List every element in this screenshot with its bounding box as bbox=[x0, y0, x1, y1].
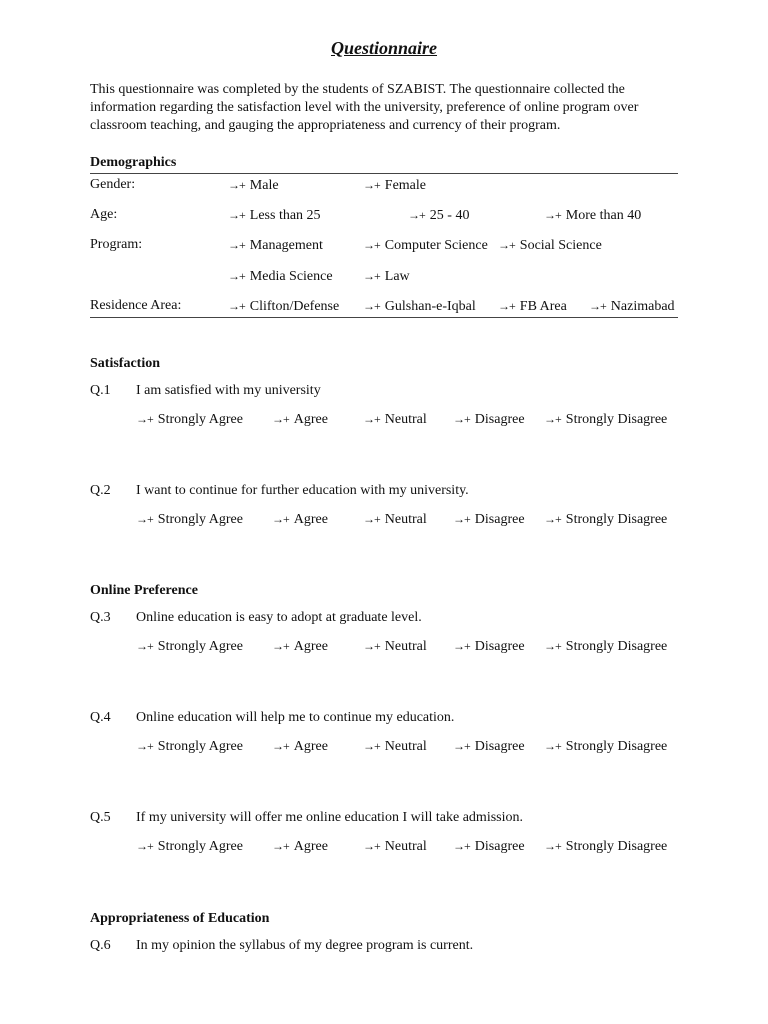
checkbox-icon: →+ bbox=[363, 412, 380, 426]
option-label: Management bbox=[249, 238, 323, 253]
option-label: Agree bbox=[293, 639, 328, 654]
checkbox-icon: →+ bbox=[544, 639, 561, 653]
option-q3-agree[interactable] bbox=[272, 638, 328, 655]
option-label: Strongly Agree bbox=[157, 639, 243, 654]
checkbox-icon: →+ bbox=[228, 208, 245, 222]
option-residence-clifton-defense[interactable] bbox=[228, 298, 339, 315]
option-label: Neutral bbox=[384, 639, 427, 654]
checkbox-icon: →+ bbox=[136, 739, 153, 753]
checkbox-icon: →+ bbox=[136, 639, 153, 653]
option-label: Disagree bbox=[474, 512, 525, 527]
option-q1-neutral[interactable] bbox=[363, 411, 427, 428]
checkbox-icon: →+ bbox=[363, 839, 380, 853]
option-label: Strongly Disagree bbox=[565, 639, 668, 654]
option-label: Nazimabad bbox=[610, 299, 675, 314]
option-q4-neutral[interactable] bbox=[363, 738, 427, 755]
option-label: Strongly Agree bbox=[157, 739, 243, 754]
checkbox-icon: →+ bbox=[363, 269, 380, 283]
checkbox-icon: →+ bbox=[544, 208, 561, 222]
question-text: Online education will help me to continue my education. bbox=[136, 710, 455, 725]
option-label: Strongly Agree bbox=[157, 512, 243, 527]
option-q4-strongly-disagree[interactable] bbox=[544, 738, 667, 755]
option-q2-disagree[interactable] bbox=[453, 511, 525, 528]
option-q2-strongly-disagree[interactable] bbox=[544, 511, 667, 528]
option-label: Agree bbox=[293, 739, 328, 754]
field-label-program: Program: bbox=[90, 237, 143, 252]
checkbox-icon: →+ bbox=[228, 238, 245, 252]
checkbox-icon: →+ bbox=[228, 178, 245, 192]
option-label: Agree bbox=[293, 512, 328, 527]
page-title: Questionnaire bbox=[330, 38, 438, 58]
option-age-25-40[interactable] bbox=[408, 207, 469, 224]
checkbox-icon: →+ bbox=[589, 299, 606, 313]
option-label: Male bbox=[249, 178, 279, 193]
option-residence-nazimabad[interactable] bbox=[589, 298, 675, 315]
option-label: 25 - 40 bbox=[429, 208, 470, 223]
checkbox-icon: →+ bbox=[363, 178, 380, 192]
question-number: Q.6 bbox=[90, 938, 111, 953]
question-number: Q.2 bbox=[90, 483, 111, 498]
option-label: Media Science bbox=[249, 269, 333, 284]
checkbox-icon: →+ bbox=[363, 639, 380, 653]
option-q1-strongly-disagree[interactable] bbox=[544, 411, 667, 428]
question-text: If my university will offer me online education I will take admission. bbox=[136, 810, 523, 825]
checkbox-icon: →+ bbox=[453, 512, 470, 526]
option-program-law[interactable] bbox=[363, 268, 410, 285]
field-label-age: Age: bbox=[90, 207, 118, 222]
option-q1-strongly-agree[interactable] bbox=[136, 411, 243, 428]
option-label: Disagree bbox=[474, 639, 525, 654]
checkbox-icon: →+ bbox=[453, 739, 470, 753]
checkbox-icon: →+ bbox=[408, 208, 425, 222]
option-label: Strongly Disagree bbox=[565, 839, 668, 854]
checkbox-icon: →+ bbox=[453, 639, 470, 653]
intro-paragraph: This questionnaire was completed by the students of SZABIST. The questionnaire collected the information regarding the satisfaction level with the university, preference of online program over classroom teaching, and gauging the appropriateness and currency of their program. bbox=[90, 82, 639, 133]
question-number: Q.1 bbox=[90, 383, 111, 398]
option-label: Clifton/Defense bbox=[249, 299, 340, 314]
checkbox-icon: →+ bbox=[272, 739, 289, 753]
option-age-less-than-25[interactable] bbox=[228, 207, 321, 224]
option-label: Neutral bbox=[384, 512, 427, 527]
option-program-computer-science[interactable] bbox=[363, 237, 488, 254]
checkbox-icon: →+ bbox=[272, 639, 289, 653]
option-label: Disagree bbox=[474, 739, 525, 754]
divider bbox=[90, 317, 678, 318]
option-age-more-than-40[interactable] bbox=[544, 207, 641, 224]
checkbox-icon: →+ bbox=[272, 412, 289, 426]
option-gender-female[interactable] bbox=[363, 177, 426, 194]
option-q3-strongly-agree[interactable] bbox=[136, 638, 243, 655]
option-q2-strongly-agree[interactable] bbox=[136, 511, 243, 528]
option-label: Strongly Disagree bbox=[565, 739, 668, 754]
option-q5-strongly-disagree[interactable] bbox=[544, 838, 667, 855]
option-q2-neutral[interactable] bbox=[363, 511, 427, 528]
checkbox-icon: →+ bbox=[453, 839, 470, 853]
option-program-media-science[interactable] bbox=[228, 268, 333, 285]
checkbox-icon: →+ bbox=[363, 512, 380, 526]
checkbox-icon: →+ bbox=[544, 412, 561, 426]
checkbox-icon: →+ bbox=[498, 238, 515, 252]
section-heading-demographics: Demographics bbox=[90, 155, 177, 170]
option-q5-disagree[interactable] bbox=[453, 838, 525, 855]
question-text: I am satisfied with my university bbox=[136, 383, 321, 398]
option-residence-gulshan-e-iqbal[interactable] bbox=[363, 298, 476, 315]
option-label: Less than 25 bbox=[249, 208, 321, 223]
option-q4-agree[interactable] bbox=[272, 738, 328, 755]
option-label: Neutral bbox=[384, 839, 427, 854]
option-label: Strongly Agree bbox=[157, 412, 243, 427]
option-label: Strongly Agree bbox=[157, 839, 243, 854]
section-heading-satisfaction: Satisfaction bbox=[90, 356, 160, 371]
option-label: Computer Science bbox=[384, 238, 488, 253]
checkbox-icon: →+ bbox=[453, 412, 470, 426]
field-label-gender: Gender: bbox=[90, 177, 136, 192]
option-label: Agree bbox=[293, 839, 328, 854]
question-number: Q.3 bbox=[90, 610, 111, 625]
option-program-social-science[interactable] bbox=[498, 237, 602, 254]
option-label: Neutral bbox=[384, 739, 427, 754]
option-label: Disagree bbox=[474, 412, 525, 427]
question-text: Online education is easy to adopt at graduate level. bbox=[136, 610, 422, 625]
question-text: I want to continue for further education with my university. bbox=[136, 483, 469, 498]
option-q5-neutral[interactable] bbox=[363, 838, 427, 855]
checkbox-icon: →+ bbox=[228, 299, 245, 313]
option-label: FB Area bbox=[519, 299, 567, 314]
option-label: Disagree bbox=[474, 839, 525, 854]
section-heading-online-preference: Online Preference bbox=[90, 583, 198, 598]
checkbox-icon: →+ bbox=[363, 299, 380, 313]
option-label: Female bbox=[384, 178, 426, 193]
checkbox-icon: →+ bbox=[228, 269, 245, 283]
option-residence-fb-area[interactable] bbox=[498, 298, 567, 315]
checkbox-icon: →+ bbox=[363, 238, 380, 252]
option-q1-agree[interactable] bbox=[272, 411, 328, 428]
option-program-management[interactable] bbox=[228, 237, 323, 254]
option-label: Gulshan-e-Iqbal bbox=[384, 299, 476, 314]
option-q3-disagree[interactable] bbox=[453, 638, 525, 655]
checkbox-icon: →+ bbox=[136, 512, 153, 526]
option-gender-male[interactable] bbox=[228, 177, 279, 194]
option-q1-disagree[interactable] bbox=[453, 411, 525, 428]
option-q5-strongly-agree[interactable] bbox=[136, 838, 243, 855]
question-number: Q.4 bbox=[90, 710, 111, 725]
option-label: More than 40 bbox=[565, 208, 642, 223]
option-q3-neutral[interactable] bbox=[363, 638, 427, 655]
divider bbox=[90, 173, 678, 174]
checkbox-icon: →+ bbox=[136, 412, 153, 426]
checkbox-icon: →+ bbox=[544, 512, 561, 526]
option-q2-agree[interactable] bbox=[272, 511, 328, 528]
checkbox-icon: →+ bbox=[363, 739, 380, 753]
option-label: Agree bbox=[293, 412, 328, 427]
section-heading-appropriateness: Appropriateness of Education bbox=[90, 911, 270, 926]
checkbox-icon: →+ bbox=[498, 299, 515, 313]
field-label-residence: Residence Area: bbox=[90, 298, 182, 313]
option-q4-disagree[interactable] bbox=[453, 738, 525, 755]
option-label: Strongly Disagree bbox=[565, 512, 668, 527]
question-number: Q.5 bbox=[90, 810, 111, 825]
option-label: Neutral bbox=[384, 412, 427, 427]
checkbox-icon: →+ bbox=[272, 512, 289, 526]
option-label: Social Science bbox=[519, 238, 602, 253]
option-q5-agree[interactable] bbox=[272, 838, 328, 855]
checkbox-icon: →+ bbox=[544, 739, 561, 753]
checkbox-icon: →+ bbox=[136, 839, 153, 853]
option-label: Law bbox=[384, 269, 410, 284]
checkbox-icon: →+ bbox=[544, 839, 561, 853]
checkbox-icon: →+ bbox=[272, 839, 289, 853]
question-text: In my opinion the syllabus of my degree program is current. bbox=[136, 938, 474, 953]
option-q3-strongly-disagree[interactable] bbox=[544, 638, 667, 655]
option-q4-strongly-agree[interactable] bbox=[136, 738, 243, 755]
option-label: Strongly Disagree bbox=[565, 412, 668, 427]
